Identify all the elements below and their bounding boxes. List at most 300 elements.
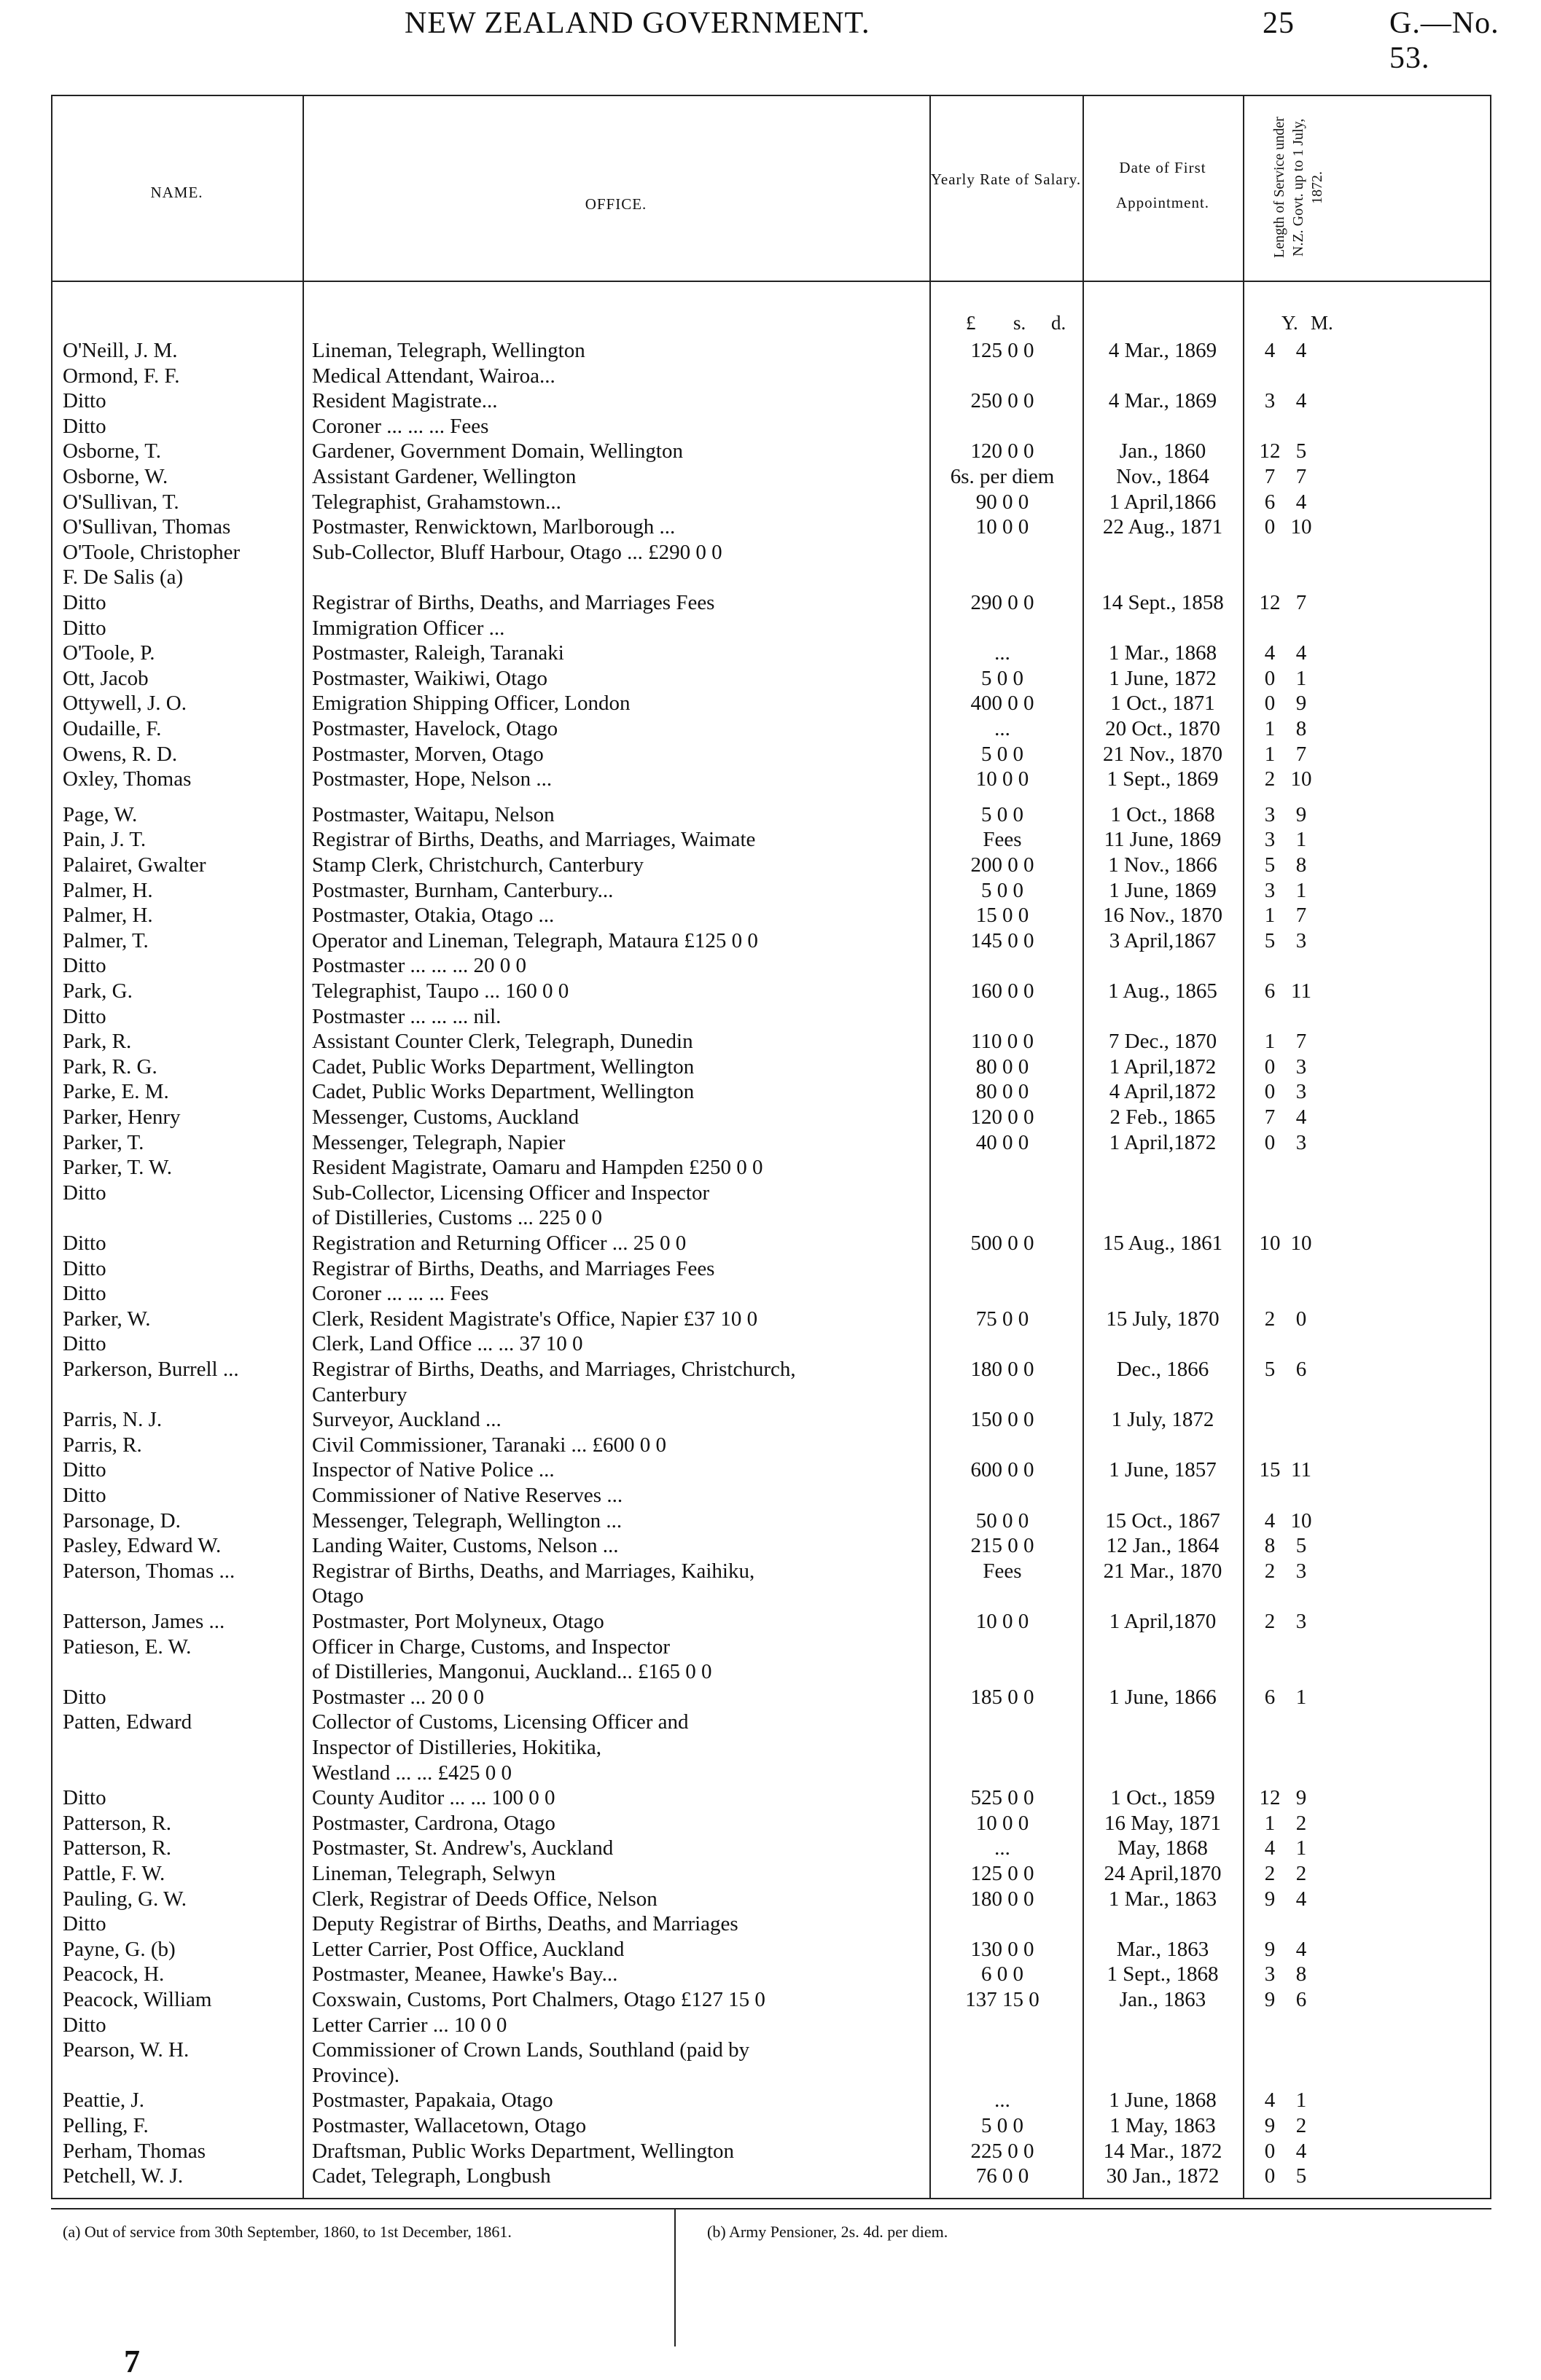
entry-name: Perham, Thomas <box>63 2139 206 2163</box>
entry-date: 1 June, 1869 <box>1109 878 1217 902</box>
entry-name: Payne, G. (b) <box>63 1937 176 1961</box>
entry-years: 3 <box>1264 828 1276 852</box>
entry-office: Postmaster, Waikiwi, Otago <box>312 666 547 690</box>
entry-office: Sub-Collector, Licensing Officer and Inspector <box>312 1181 710 1205</box>
column-header-length: Length of Service under N.Z. Govt. up to 1 July, 1872. <box>1271 117 1325 259</box>
entry-name: Parke, E. M. <box>63 1080 169 1104</box>
entry-years: 6 <box>1264 1685 1276 1709</box>
entry-years: 0 <box>1264 1054 1276 1079</box>
entry-months: 9 <box>1295 802 1307 826</box>
entry-years: 12 <box>1259 591 1281 614</box>
entry-years: 4 <box>1264 339 1276 362</box>
entry-office: Deputy Registrar of Births, Deaths, and Marriages <box>312 1912 738 1936</box>
entry-office: Officer in Charge, Customs, and Inspector <box>312 1635 671 1659</box>
entry-salary: 180 0 0 <box>970 1358 1034 1381</box>
entry-office: Clerk, Registrar of Deeds Office, Nelson <box>312 1887 658 1911</box>
entry-office: Cadet, Public Works Department, Wellington <box>312 1054 695 1079</box>
entry-name: Pattle, F. W. <box>63 1862 165 1885</box>
entry-office: Messenger, Telegraph, Wellington ... <box>312 1508 623 1532</box>
entry-name: Pauling, G. W. <box>63 1887 187 1911</box>
entry-office: Collector of Customs, Licensing Officer and <box>312 1710 689 1734</box>
entry-name: Oudaille, F. <box>63 717 162 740</box>
entry-years: 1 <box>1264 904 1276 928</box>
entry-months: 4 <box>1295 490 1307 514</box>
entry-years: 9 <box>1264 2114 1276 2137</box>
entry-salary: 130 0 0 <box>970 1937 1034 1961</box>
entry-salary: 80 0 0 <box>975 1080 1029 1104</box>
entry-date: 1 Mar., 1868 <box>1108 641 1217 665</box>
entry-years: 4 <box>1264 2089 1276 2113</box>
entry-salary: 125 0 0 <box>970 1862 1034 1885</box>
entry-date: 24 April,1870 <box>1104 1862 1222 1885</box>
entry-salary: 76 0 0 <box>975 2164 1029 2188</box>
entry-date: 12 Jan., 1864 <box>1106 1534 1220 1558</box>
entry-months: 4 <box>1295 2139 1307 2163</box>
entry-years: 9 <box>1264 1937 1276 1961</box>
entry-date: 21 Mar., 1870 <box>1103 1559 1222 1583</box>
entry-months: 7 <box>1295 742 1307 766</box>
entry-office: Postmaster ... ... ... nil. <box>312 1004 502 1028</box>
entry-office: Medical Attendant, Wairoa... <box>312 364 555 388</box>
entry-office: Postmaster, Havelock, Otago <box>312 717 558 740</box>
entry-office: Cadet, Telegraph, Longbush <box>312 2164 551 2188</box>
entry-office: Postmaster, Cardrona, Otago <box>312 1811 555 1835</box>
entry-date: 22 Aug., 1871 <box>1102 515 1223 539</box>
entry-name: Ditto <box>63 2013 106 2037</box>
entry-name: Osborne, T. <box>63 439 162 463</box>
column-header-name: NAME. <box>150 184 203 201</box>
entry-office: Coroner ... ... ... Fees <box>312 414 489 438</box>
sheet-number: 7 <box>124 2344 140 2379</box>
entry-date: 1 June, 1868 <box>1109 2089 1217 2113</box>
entry-office: Postmaster, Burnham, Canterbury... <box>312 878 614 902</box>
entry-date: 1 June, 1857 <box>1109 1458 1217 1482</box>
entry-date: 1 April,1872 <box>1109 1054 1217 1079</box>
entry-salary: 150 0 0 <box>970 1408 1034 1432</box>
column-divider <box>303 95 304 2199</box>
entry-name: Patieson, E. W. <box>63 1635 192 1659</box>
entry-years: 12 <box>1259 439 1281 463</box>
entry-date: 7 Dec., 1870 <box>1108 1030 1217 1054</box>
entry-name: Patten, Edward <box>63 1710 192 1734</box>
entry-date: 4 Mar., 1869 <box>1108 339 1217 362</box>
entry-office: of Distilleries, Mangonui, Auckland... £165 0 0 <box>312 1660 712 1684</box>
entry-salary: 5 0 0 <box>981 742 1023 766</box>
entry-months: 10 <box>1290 515 1312 539</box>
entry-date: 1 April,1866 <box>1109 490 1217 514</box>
entry-salary: 400 0 0 <box>970 692 1034 716</box>
entry-name: Ditto <box>63 1282 106 1306</box>
entry-salary: 5 0 0 <box>981 802 1023 826</box>
footnote-b: (b) Army Pensioner, 2s. 4d. per diem. <box>707 2223 948 2241</box>
entry-months: 6 <box>1295 1358 1307 1381</box>
entry-name: Palmer, H. <box>63 878 153 902</box>
entry-date: 1 Nov., 1866 <box>1108 853 1217 877</box>
entry-years: 1 <box>1264 1811 1276 1835</box>
entry-salary: 75 0 0 <box>975 1307 1029 1331</box>
entry-months: 4 <box>1295 339 1307 362</box>
entry-months: 5 <box>1295 2164 1307 2188</box>
entry-name: Park, G. <box>63 979 133 1003</box>
entry-years: 4 <box>1264 641 1276 665</box>
entry-name: Ditto <box>63 616 106 640</box>
entry-office: Postmaster, Hope, Nelson ... <box>312 767 553 791</box>
entry-date: 1 June, 1866 <box>1109 1685 1217 1709</box>
entry-years: 1 <box>1264 1030 1276 1054</box>
entry-name: Ottywell, J. O. <box>63 692 187 716</box>
entry-name: Pelling, F. <box>63 2114 149 2137</box>
entry-months: 2 <box>1295 1862 1307 1885</box>
entry-date: Nov., 1864 <box>1116 465 1209 488</box>
entry-salary: ... <box>994 1836 1010 1860</box>
entry-years: 9 <box>1264 1988 1276 2011</box>
entry-months: 9 <box>1295 692 1307 716</box>
entry-office: Inspector of Native Police ... <box>312 1458 555 1482</box>
unit-pence: d. <box>1051 312 1066 334</box>
entry-date: 1 April,1872 <box>1109 1130 1217 1154</box>
entry-name: Parker, T. W. <box>63 1156 172 1180</box>
entry-date: 14 Sept., 1858 <box>1101 591 1224 614</box>
entry-date: 16 May, 1871 <box>1104 1811 1222 1835</box>
entry-name: Palmer, T. <box>63 928 149 952</box>
entry-date: May, 1868 <box>1117 1836 1208 1860</box>
entry-years: 0 <box>1264 515 1276 539</box>
entry-years: 0 <box>1264 692 1276 716</box>
entry-salary: ... <box>994 2089 1010 2113</box>
unit-pounds: £ <box>966 312 976 334</box>
entry-name: Parris, R. <box>63 1433 142 1457</box>
footnote-divider <box>51 2208 1491 2209</box>
entry-salary: 600 0 0 <box>970 1458 1034 1482</box>
entry-salary: 5 0 0 <box>981 666 1023 690</box>
entry-salary: 145 0 0 <box>970 928 1034 952</box>
entry-years: 10 <box>1259 1232 1281 1255</box>
entry-office: Coroner ... ... ... Fees <box>312 1282 489 1306</box>
entry-months: 11 <box>1291 1458 1311 1482</box>
entry-date: 4 April,1872 <box>1109 1080 1217 1104</box>
entry-name: Ditto <box>63 1786 106 1810</box>
unit-years: Y. <box>1281 312 1298 334</box>
entry-salary: 160 0 0 <box>970 979 1034 1003</box>
column-divider <box>1243 95 1244 2199</box>
entry-years: 3 <box>1264 878 1276 902</box>
entry-years: 2 <box>1264 1559 1276 1583</box>
entry-name: O'Sullivan, Thomas <box>63 515 231 539</box>
entry-months: 1 <box>1295 2089 1307 2113</box>
entry-date: 2 Feb., 1865 <box>1109 1105 1216 1129</box>
entry-months: 10 <box>1290 767 1312 791</box>
entry-months: 0 <box>1295 1307 1307 1331</box>
entry-months: 8 <box>1295 853 1307 877</box>
entry-date: 21 Nov., 1870 <box>1102 742 1223 766</box>
entry-months: 4 <box>1295 1887 1307 1911</box>
entry-years: 1 <box>1264 717 1276 740</box>
entry-name: Ditto <box>63 1484 106 1507</box>
entry-years: 2 <box>1264 1307 1276 1331</box>
entry-name: Ditto <box>63 591 106 614</box>
entry-salary: 6 0 0 <box>981 1962 1023 1986</box>
entry-date: 15 July, 1870 <box>1106 1307 1220 1331</box>
entry-office: Assistant Gardener, Wellington <box>312 465 577 488</box>
entry-months: 4 <box>1295 1937 1307 1961</box>
entry-months: 1 <box>1295 878 1307 902</box>
entry-salary: 10 0 0 <box>975 1610 1029 1633</box>
entry-salary: 90 0 0 <box>975 490 1029 514</box>
entry-name: Ditto <box>63 1332 106 1356</box>
entry-name: Ditto <box>63 1256 106 1280</box>
entry-salary: 10 0 0 <box>975 767 1029 791</box>
entry-months: 10 <box>1290 1232 1312 1255</box>
entry-office: Lineman, Telegraph, Selwyn <box>312 1862 556 1885</box>
entry-name: Peacock, H. <box>63 1962 165 1986</box>
entry-name: Parsonage, D. <box>63 1508 181 1532</box>
entry-office: Postmaster, Otakia, Otago ... <box>312 904 555 928</box>
entry-name: Patterson, R. <box>63 1811 172 1835</box>
entry-years: 6 <box>1264 490 1276 514</box>
entry-date: Jan., 1863 <box>1119 1988 1206 2011</box>
entry-years: 5 <box>1264 928 1276 952</box>
entry-name: Ditto <box>63 1458 106 1482</box>
entry-months: 2 <box>1295 1811 1307 1835</box>
entry-years: 7 <box>1264 465 1276 488</box>
entry-date: 1 Aug., 1865 <box>1108 979 1217 1003</box>
entry-months: 3 <box>1295 1054 1307 1079</box>
entry-name: Pearson, W. H. <box>63 2038 190 2062</box>
entry-office: Registrar of Births, Deaths, and Marriages, Christchurch, <box>312 1358 796 1381</box>
header-divider <box>51 281 1491 282</box>
entry-name: Paterson, Thomas ... <box>63 1559 235 1583</box>
entry-office: Postmaster, Port Molyneux, Otago <box>312 1610 604 1633</box>
entry-months: 9 <box>1295 1786 1307 1810</box>
entry-salary: 120 0 0 <box>970 1105 1034 1129</box>
entry-salary: 290 0 0 <box>970 591 1034 614</box>
column-header-date: Date of First Appointment. <box>1115 159 1210 211</box>
entry-office: Messenger, Customs, Auckland <box>312 1105 580 1129</box>
entry-office: Telegraphist, Grahamstown... <box>312 490 561 514</box>
entry-date: Jan., 1860 <box>1119 439 1206 463</box>
entry-years: 1 <box>1264 742 1276 766</box>
entry-months: 7 <box>1295 904 1307 928</box>
entry-date: 20 Oct., 1870 <box>1105 717 1220 740</box>
entry-office: Surveyor, Auckland ... <box>312 1408 502 1432</box>
entry-years: 0 <box>1264 666 1276 690</box>
footnote-a: (a) Out of service from 30th September, 1860, to 1st December, 1861. <box>63 2223 512 2241</box>
entry-months: 10 <box>1290 1508 1312 1532</box>
entry-date: 30 Jan., 1872 <box>1106 2164 1220 2188</box>
entry-office: Postmaster, Meanee, Hawke's Bay... <box>312 1962 618 1986</box>
entry-salary: 80 0 0 <box>975 1054 1029 1079</box>
entry-years: 0 <box>1264 1080 1276 1104</box>
entry-name: Parker, T. <box>63 1130 144 1154</box>
page-number: 25 <box>1263 7 1295 40</box>
entry-years: 4 <box>1264 1508 1276 1532</box>
entry-date: 14 Mar., 1872 <box>1103 2139 1222 2163</box>
entry-salary: 215 0 0 <box>970 1534 1034 1558</box>
entry-years: 2 <box>1264 1610 1276 1633</box>
entry-date: 1 Sept., 1869 <box>1107 767 1219 791</box>
entry-office: Letter Carrier, Post Office, Auckland <box>312 1937 625 1961</box>
entry-months: 3 <box>1295 1610 1307 1633</box>
entry-office: Postmaster, Waitapu, Nelson <box>312 802 555 826</box>
entry-years: 8 <box>1264 1534 1276 1558</box>
unit-months: M. <box>1311 312 1333 334</box>
entry-salary: 10 0 0 <box>975 1811 1029 1835</box>
entry-salary: 15 0 0 <box>975 904 1029 928</box>
entry-name: F. De Salis (a) <box>63 565 184 590</box>
entry-office: Landing Waiter, Customs, Nelson ... <box>312 1534 619 1558</box>
entry-months: 7 <box>1295 591 1307 614</box>
entry-months: 5 <box>1295 439 1307 463</box>
entry-office: Letter Carrier ... 10 0 0 <box>312 2013 507 2037</box>
column-header-office: OFFICE. <box>585 195 647 213</box>
entry-date: 3 April,1867 <box>1109 928 1217 952</box>
entry-months: 3 <box>1295 928 1307 952</box>
entry-salary: ... <box>994 641 1010 665</box>
entry-months: 4 <box>1295 389 1307 413</box>
entry-name: Palairet, Gwalter <box>63 853 206 877</box>
entry-name: Ditto <box>63 954 106 978</box>
entry-months: 3 <box>1295 1130 1307 1154</box>
entry-office: Postmaster, Raleigh, Taranaki <box>312 641 564 665</box>
entry-date: 1 Oct., 1868 <box>1110 802 1215 826</box>
entry-salary: ... <box>994 717 1010 740</box>
entry-salary: 5 0 0 <box>981 2114 1023 2137</box>
entry-office: of Distilleries, Customs ... 225 0 0 <box>312 1206 602 1230</box>
entry-years: 0 <box>1264 1130 1276 1154</box>
entry-office: Registrar of Births, Deaths, and Marriages, Kaihiku, <box>312 1559 755 1583</box>
entry-years: 0 <box>1264 2139 1276 2163</box>
entry-years: 5 <box>1264 1358 1276 1381</box>
entry-years: 4 <box>1264 1836 1276 1860</box>
entry-office: Postmaster, Renwicktown, Marlborough ... <box>312 515 676 539</box>
entry-office: Postmaster ... ... ... 20 0 0 <box>312 954 527 978</box>
entry-office: Province). <box>312 2063 399 2087</box>
entry-name: Park, R. G. <box>63 1054 157 1079</box>
entry-years: 9 <box>1264 1887 1276 1911</box>
entry-office: Coxswain, Customs, Port Chalmers, Otago £127 15 0 <box>312 1988 765 2011</box>
entry-office: Postmaster ... 20 0 0 <box>312 1685 485 1709</box>
entry-years: 2 <box>1264 767 1276 791</box>
entry-years: 6 <box>1264 979 1276 1003</box>
entry-office: Postmaster, St. Andrew's, Auckland <box>312 1836 614 1860</box>
entry-office: Telegraphist, Taupo ... 160 0 0 <box>312 979 569 1003</box>
entry-name: Ditto <box>63 1004 106 1028</box>
entry-office: Registration and Returning Officer ... 25 0 0 <box>312 1232 687 1255</box>
entry-office: Registrar of Births, Deaths, and Marriages Fees <box>312 591 715 614</box>
entry-date: Dec., 1866 <box>1116 1358 1209 1381</box>
entry-office: Lineman, Telegraph, Wellington <box>312 339 585 362</box>
entry-office: Registrar of Births, Deaths, and Marriages, Waimate <box>312 828 756 852</box>
entry-date: 11 June, 1869 <box>1104 828 1222 852</box>
entry-months: 8 <box>1295 717 1307 740</box>
entry-office: Canterbury <box>312 1382 407 1406</box>
entry-name: Peacock, William <box>63 1988 212 2011</box>
entry-name: Patterson, R. <box>63 1836 172 1860</box>
entry-salary: 185 0 0 <box>970 1685 1034 1709</box>
entry-salary: 50 0 0 <box>975 1508 1029 1532</box>
entry-office: Registrar of Births, Deaths, and Marriages Fees <box>312 1256 715 1280</box>
entry-date: 1 June, 1872 <box>1109 666 1217 690</box>
entry-date: Mar., 1863 <box>1116 1937 1209 1961</box>
entry-months: 2 <box>1295 2114 1307 2137</box>
entry-months: 6 <box>1295 1988 1307 2011</box>
entry-office: Stamp Clerk, Christchurch, Canterbury <box>312 853 644 877</box>
entry-months: 1 <box>1295 1836 1307 1860</box>
entry-months: 5 <box>1295 1534 1307 1558</box>
entry-office: Cadet, Public Works Department, Wellington <box>312 1080 695 1104</box>
entry-office: Postmaster, Morven, Otago <box>312 742 544 766</box>
entry-months: 3 <box>1295 1559 1307 1583</box>
entry-salary: Fees <box>983 828 1022 852</box>
entry-years: 7 <box>1264 1105 1276 1129</box>
entry-name: Oxley, Thomas <box>63 767 192 791</box>
entry-months: 3 <box>1295 1080 1307 1104</box>
entry-name: Osborne, W. <box>63 465 168 488</box>
document-reference: G.—No. 53. <box>1389 7 1499 75</box>
entry-years: 3 <box>1264 1962 1276 1986</box>
entry-years: 3 <box>1264 802 1276 826</box>
entry-office: Resident Magistrate, Oamaru and Hampden £250 0 0 <box>312 1156 763 1180</box>
entry-name: Ormond, F. F. <box>63 364 180 388</box>
entry-salary: 125 0 0 <box>970 339 1034 362</box>
entry-months: 1 <box>1295 666 1307 690</box>
entry-office: Resident Magistrate... <box>312 389 498 413</box>
entry-name: O'Toole, P. <box>63 641 155 665</box>
entry-date: 1 Oct., 1859 <box>1110 1786 1215 1810</box>
entry-office: Westland ... ... £425 0 0 <box>312 1761 512 1785</box>
entry-name: Ditto <box>63 1912 106 1936</box>
entry-years: 2 <box>1264 1862 1276 1885</box>
entry-name: Page, W. <box>63 802 138 826</box>
entry-years: 3 <box>1264 389 1276 413</box>
entry-years: 12 <box>1259 1786 1281 1810</box>
entry-date: 1 April,1870 <box>1109 1610 1217 1633</box>
entry-date: 1 May, 1863 <box>1109 2114 1216 2137</box>
entry-years: 5 <box>1264 853 1276 877</box>
entry-office: Sub-Collector, Bluff Harbour, Otago ... £290 0 0 <box>312 540 722 564</box>
entry-salary: 225 0 0 <box>970 2139 1034 2163</box>
entry-salary: 10 0 0 <box>975 515 1029 539</box>
entry-date: 15 Aug., 1861 <box>1102 1232 1223 1255</box>
entry-office: Otago <box>312 1584 364 1608</box>
footnote-column-divider <box>674 2208 676 2346</box>
entry-name: O'Neill, J. M. <box>63 339 178 362</box>
entry-months: 7 <box>1295 465 1307 488</box>
entry-months: 4 <box>1295 1105 1307 1129</box>
entry-office: Clerk, Resident Magistrate's Office, Napier £37 10 0 <box>312 1307 758 1331</box>
entry-name: O'Toole, Christopher <box>63 540 241 564</box>
entry-office: Operator and Lineman, Telegraph, Mataura £125 0 0 <box>312 928 758 952</box>
entry-office: Civil Commissioner, Taranaki ... £600 0 0 <box>312 1433 667 1457</box>
entry-salary: 180 0 0 <box>970 1887 1034 1911</box>
entry-date: 1 Oct., 1871 <box>1110 692 1215 716</box>
entry-name: Ditto <box>63 389 106 413</box>
entry-office: County Auditor ... ... 100 0 0 <box>312 1786 555 1810</box>
entry-date: 4 Mar., 1869 <box>1108 389 1217 413</box>
entry-office: Emigration Shipping Officer, London <box>312 692 631 716</box>
entry-months: 1 <box>1295 828 1307 852</box>
page-title: NEW ZEALAND GOVERNMENT. <box>405 7 870 40</box>
entry-name: Petchell, W. J. <box>63 2164 184 2188</box>
column-header-salary: Yearly Rate of Salary. <box>930 171 1082 188</box>
entry-salary: 110 0 0 <box>971 1030 1034 1054</box>
entry-months: 1 <box>1295 1685 1307 1709</box>
entry-date: 1 Sept., 1868 <box>1107 1962 1219 1986</box>
entry-office: Commissioner of Crown Lands, Southland (paid by <box>312 2038 750 2062</box>
column-divider <box>1082 95 1084 2199</box>
entry-name: Ditto <box>63 1685 106 1709</box>
entry-name: Ditto <box>63 1232 106 1255</box>
